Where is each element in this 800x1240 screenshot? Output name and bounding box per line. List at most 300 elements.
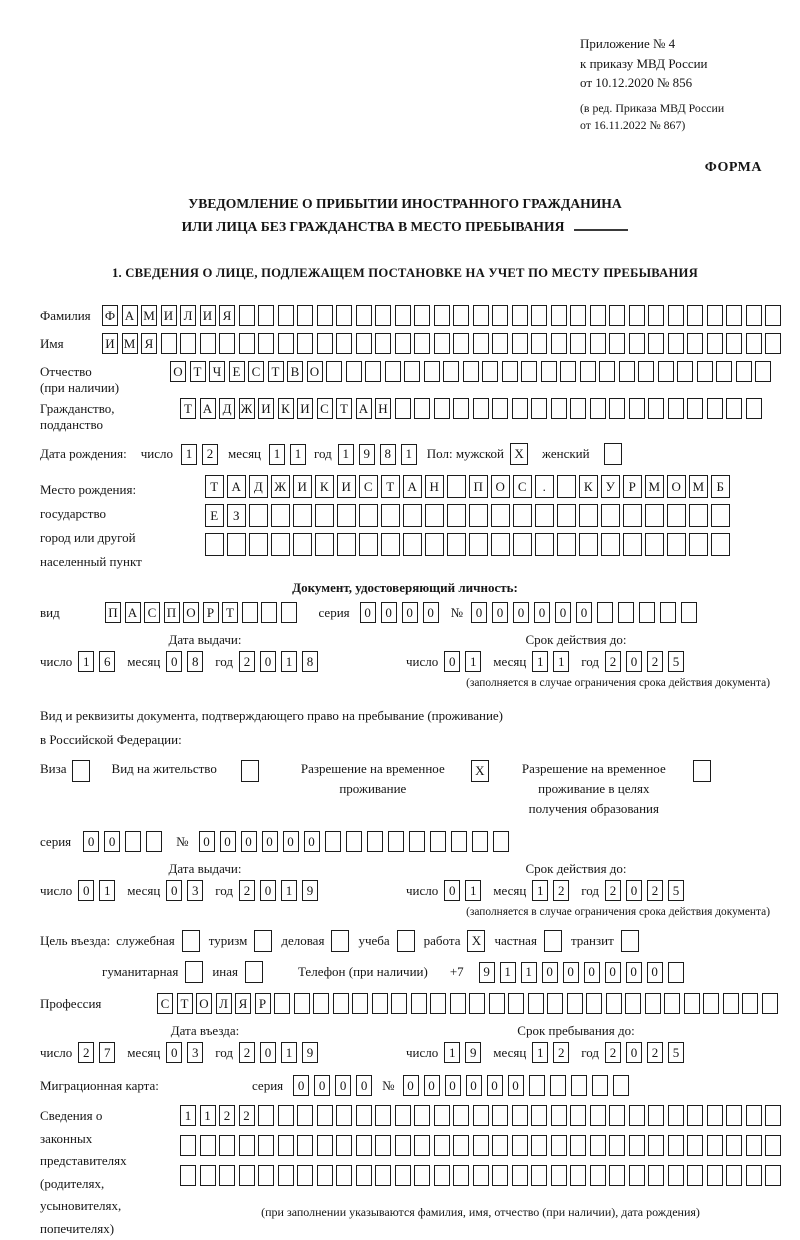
form-cell[interactable] [453, 333, 469, 354]
form-cell[interactable] [200, 1135, 216, 1156]
form-cell[interactable] [590, 305, 606, 326]
form-cell[interactable]: О [170, 361, 186, 382]
form-cell[interactable]: Л [180, 305, 196, 326]
form-cell[interactable]: 2 [647, 651, 663, 672]
form-cell[interactable] [579, 533, 598, 556]
form-cell[interactable]: С [157, 993, 173, 1014]
form-cell[interactable] [687, 398, 703, 419]
form-cell[interactable] [638, 361, 654, 382]
form-cell[interactable]: 2 [647, 880, 663, 901]
form-cell[interactable] [693, 760, 711, 782]
form-cell[interactable]: М [689, 475, 708, 498]
form-cell[interactable] [403, 533, 422, 556]
form-cell[interactable] [469, 993, 485, 1014]
form-cell[interactable]: 0 [262, 831, 278, 852]
form-cell[interactable] [531, 305, 547, 326]
form-cell[interactable]: С [248, 361, 264, 382]
form-cell[interactable]: А [227, 475, 246, 498]
form-cell[interactable]: 0 [626, 1042, 642, 1063]
form-cell[interactable] [597, 602, 613, 623]
form-cell[interactable] [551, 1105, 567, 1126]
form-cell[interactable] [765, 1135, 781, 1156]
form-cell[interactable] [645, 533, 664, 556]
form-cell[interactable] [590, 1105, 606, 1126]
form-cell[interactable]: Д [249, 475, 268, 498]
form-cell[interactable]: 0 [542, 962, 558, 983]
form-cell[interactable] [434, 1105, 450, 1126]
form-cell[interactable]: 2 [239, 1105, 255, 1126]
form-cell[interactable] [463, 361, 479, 382]
form-cell[interactable] [765, 1165, 781, 1186]
form-cell[interactable] [580, 361, 596, 382]
form-cell[interactable]: Р [623, 475, 642, 498]
form-cell[interactable]: М [645, 475, 664, 498]
form-cell[interactable]: А [356, 398, 372, 419]
form-cell[interactable] [315, 533, 334, 556]
form-cell[interactable]: 0 [260, 651, 276, 672]
form-cell[interactable] [453, 1105, 469, 1126]
form-cell[interactable] [356, 305, 372, 326]
form-cell[interactable] [668, 305, 684, 326]
form-cell[interactable] [726, 1105, 742, 1126]
form-cell[interactable]: . [535, 475, 554, 498]
form-cell[interactable] [469, 504, 488, 527]
form-cell[interactable] [508, 993, 524, 1014]
form-cell[interactable] [434, 1165, 450, 1186]
form-cell[interactable] [571, 1075, 587, 1096]
form-cell[interactable]: 9 [465, 1042, 481, 1063]
form-cell[interactable] [391, 993, 407, 1014]
form-cell[interactable] [180, 1165, 196, 1186]
form-cell[interactable]: И [258, 398, 274, 419]
form-cell[interactable] [469, 533, 488, 556]
form-cell[interactable] [687, 1165, 703, 1186]
form-cell[interactable]: 1 [532, 651, 548, 672]
form-cell[interactable] [492, 333, 508, 354]
form-cell[interactable] [681, 602, 697, 623]
form-cell[interactable] [375, 1135, 391, 1156]
form-cell[interactable]: Н [425, 475, 444, 498]
form-cell[interactable]: А [125, 602, 141, 623]
form-cell[interactable] [707, 1165, 723, 1186]
form-cell[interactable] [590, 398, 606, 419]
form-cell[interactable]: 0 [605, 962, 621, 983]
form-cell[interactable] [200, 333, 216, 354]
form-cell[interactable]: 3 [187, 1042, 203, 1063]
form-cell[interactable]: 0 [199, 831, 215, 852]
form-cell[interactable] [395, 398, 411, 419]
form-cell[interactable] [570, 1165, 586, 1186]
form-cell[interactable] [746, 1165, 762, 1186]
form-cell[interactable]: 1 [281, 651, 297, 672]
form-cell[interactable] [473, 305, 489, 326]
form-cell[interactable] [755, 361, 771, 382]
form-cell[interactable] [450, 993, 466, 1014]
form-cell[interactable]: 8 [187, 651, 203, 672]
form-cell[interactable]: 0 [314, 1075, 330, 1096]
form-cell[interactable]: Я [235, 993, 251, 1014]
form-cell[interactable]: 2 [553, 1042, 569, 1063]
form-cell[interactable]: 0 [445, 1075, 461, 1096]
form-cell[interactable] [356, 333, 372, 354]
form-cell[interactable] [684, 993, 700, 1014]
form-cell[interactable]: А [122, 305, 138, 326]
form-cell[interactable] [397, 930, 415, 952]
form-cell[interactable] [271, 533, 290, 556]
form-cell[interactable]: 1 [269, 444, 285, 465]
form-cell[interactable]: 0 [534, 602, 550, 623]
form-cell[interactable]: 2 [553, 880, 569, 901]
form-cell[interactable] [541, 361, 557, 382]
form-cell[interactable] [746, 305, 762, 326]
form-cell[interactable]: 0 [626, 880, 642, 901]
form-cell[interactable] [254, 930, 272, 952]
form-cell[interactable] [359, 533, 378, 556]
form-cell[interactable]: 0 [647, 962, 663, 983]
form-cell[interactable]: Я [141, 333, 157, 354]
form-cell[interactable] [336, 1165, 352, 1186]
form-cell[interactable]: 2 [219, 1105, 235, 1126]
form-cell[interactable] [381, 504, 400, 527]
form-cell[interactable] [404, 361, 420, 382]
form-cell[interactable] [185, 961, 203, 983]
form-cell[interactable] [609, 305, 625, 326]
form-cell[interactable] [453, 1165, 469, 1186]
form-cell[interactable] [482, 361, 498, 382]
form-cell[interactable] [451, 831, 467, 852]
form-cell[interactable] [161, 333, 177, 354]
form-cell[interactable]: 2 [239, 1042, 255, 1063]
form-cell[interactable]: 0 [555, 602, 571, 623]
form-cell[interactable] [492, 398, 508, 419]
form-cell[interactable] [297, 305, 313, 326]
form-cell[interactable]: Н [375, 398, 391, 419]
form-cell[interactable] [668, 962, 684, 983]
form-cell[interactable] [544, 930, 562, 952]
form-cell[interactable] [736, 361, 752, 382]
form-cell[interactable] [414, 305, 430, 326]
form-cell[interactable] [668, 1135, 684, 1156]
form-cell[interactable] [668, 333, 684, 354]
form-cell[interactable] [606, 993, 622, 1014]
form-cell[interactable] [512, 398, 528, 419]
form-cell[interactable] [239, 305, 255, 326]
form-cell[interactable] [336, 305, 352, 326]
form-cell[interactable] [359, 504, 378, 527]
form-cell[interactable] [297, 1135, 313, 1156]
form-cell[interactable] [528, 993, 544, 1014]
form-cell[interactable] [567, 993, 583, 1014]
form-cell[interactable]: 0 [304, 831, 320, 852]
form-cell[interactable] [297, 1165, 313, 1186]
form-cell[interactable] [531, 1135, 547, 1156]
form-cell[interactable]: К [579, 475, 598, 498]
form-cell[interactable] [395, 305, 411, 326]
form-cell[interactable]: И [200, 305, 216, 326]
form-cell[interactable] [447, 533, 466, 556]
form-cell[interactable]: Я [219, 305, 235, 326]
form-cell[interactable]: 9 [302, 1042, 318, 1063]
form-cell[interactable] [261, 602, 277, 623]
form-cell[interactable]: 0 [403, 1075, 419, 1096]
form-cell[interactable] [180, 1135, 196, 1156]
form-cell[interactable]: 8 [302, 651, 318, 672]
form-cell[interactable] [570, 1135, 586, 1156]
form-cell[interactable]: 0 [166, 880, 182, 901]
form-cell[interactable] [447, 504, 466, 527]
form-cell[interactable] [592, 1075, 608, 1096]
form-cell[interactable]: 0 [83, 831, 99, 852]
form-cell[interactable] [271, 504, 290, 527]
form-cell[interactable] [762, 993, 778, 1014]
form-cell[interactable] [667, 533, 686, 556]
form-cell[interactable] [414, 1105, 430, 1126]
form-cell[interactable] [531, 1105, 547, 1126]
form-cell[interactable] [473, 1105, 489, 1126]
form-cell[interactable] [723, 993, 739, 1014]
form-cell[interactable] [586, 993, 602, 1014]
form-cell[interactable] [293, 533, 312, 556]
form-cell[interactable]: 5 [668, 651, 684, 672]
form-cell[interactable]: З [227, 504, 246, 527]
form-cell[interactable] [609, 333, 625, 354]
form-cell[interactable]: 0 [260, 1042, 276, 1063]
form-cell[interactable] [414, 333, 430, 354]
form-cell[interactable]: Ж [239, 398, 255, 419]
form-cell[interactable] [668, 398, 684, 419]
form-cell[interactable]: Т [177, 993, 193, 1014]
form-cell[interactable] [336, 1105, 352, 1126]
form-cell[interactable]: Р [255, 993, 271, 1014]
form-cell[interactable] [337, 504, 356, 527]
form-cell[interactable] [491, 533, 510, 556]
form-cell[interactable]: 0 [513, 602, 529, 623]
form-cell[interactable] [278, 305, 294, 326]
form-cell[interactable]: 1 [180, 1105, 196, 1126]
form-cell[interactable] [492, 1135, 508, 1156]
form-cell[interactable] [294, 993, 310, 1014]
form-cell[interactable]: 2 [239, 651, 255, 672]
form-cell[interactable] [765, 333, 781, 354]
form-cell[interactable]: С [513, 475, 532, 498]
form-cell[interactable]: 8 [380, 444, 396, 465]
form-cell[interactable] [660, 602, 676, 623]
form-cell[interactable] [570, 398, 586, 419]
form-cell[interactable] [531, 398, 547, 419]
form-cell[interactable]: Т [180, 398, 196, 419]
form-cell[interactable] [512, 305, 528, 326]
form-cell[interactable]: И [297, 398, 313, 419]
form-cell[interactable]: 0 [166, 651, 182, 672]
form-cell[interactable] [473, 398, 489, 419]
form-cell[interactable] [687, 305, 703, 326]
form-cell[interactable] [281, 602, 297, 623]
form-cell[interactable] [687, 1135, 703, 1156]
form-cell[interactable] [447, 475, 466, 498]
form-cell[interactable] [317, 1105, 333, 1126]
form-cell[interactable] [521, 361, 537, 382]
form-cell[interactable]: 9 [302, 880, 318, 901]
form-cell[interactable] [648, 305, 664, 326]
form-cell[interactable]: 0 [626, 651, 642, 672]
form-cell[interactable]: 6 [99, 651, 115, 672]
form-cell[interactable]: И [337, 475, 356, 498]
form-cell[interactable]: Е [229, 361, 245, 382]
form-cell[interactable]: У [601, 475, 620, 498]
form-cell[interactable]: Ф [102, 305, 118, 326]
form-cell[interactable]: 0 [78, 880, 94, 901]
form-cell[interactable]: 0 [335, 1075, 351, 1096]
form-cell[interactable] [645, 993, 661, 1014]
form-cell[interactable] [317, 305, 333, 326]
form-cell[interactable]: Т [336, 398, 352, 419]
form-cell[interactable] [492, 305, 508, 326]
form-cell[interactable] [375, 1105, 391, 1126]
form-cell[interactable]: 9 [479, 962, 495, 983]
form-cell[interactable] [425, 504, 444, 527]
form-cell[interactable] [205, 533, 224, 556]
form-cell[interactable] [337, 533, 356, 556]
form-cell[interactable] [629, 333, 645, 354]
form-cell[interactable] [317, 1135, 333, 1156]
form-cell[interactable] [425, 533, 444, 556]
form-cell[interactable] [367, 831, 383, 852]
form-cell[interactable] [551, 1135, 567, 1156]
form-cell[interactable]: 1 [181, 444, 197, 465]
form-cell[interactable]: 5 [668, 1042, 684, 1063]
form-cell[interactable]: 9 [359, 444, 375, 465]
form-cell[interactable] [648, 1135, 664, 1156]
form-cell[interactable]: 1 [500, 962, 516, 983]
form-cell[interactable] [746, 1135, 762, 1156]
form-cell[interactable] [249, 533, 268, 556]
form-cell[interactable] [278, 1105, 294, 1126]
form-cell[interactable]: Т [268, 361, 284, 382]
form-cell[interactable] [381, 533, 400, 556]
form-cell[interactable] [258, 305, 274, 326]
form-cell[interactable] [258, 1165, 274, 1186]
form-cell[interactable] [258, 1135, 274, 1156]
form-cell[interactable] [512, 1135, 528, 1156]
form-cell[interactable] [492, 1165, 508, 1186]
form-cell[interactable]: М [122, 333, 138, 354]
form-cell[interactable] [346, 361, 362, 382]
form-cell[interactable]: О [307, 361, 323, 382]
form-cell[interactable] [513, 504, 532, 527]
form-cell[interactable]: 2 [78, 1042, 94, 1063]
form-cell[interactable] [707, 1105, 723, 1126]
form-cell[interactable]: 0 [584, 962, 600, 983]
form-cell[interactable] [689, 533, 708, 556]
form-cell[interactable] [395, 333, 411, 354]
form-cell[interactable]: 0 [424, 1075, 440, 1096]
form-cell[interactable] [293, 504, 312, 527]
form-cell[interactable] [560, 361, 576, 382]
form-cell[interactable] [618, 602, 634, 623]
form-cell[interactable] [434, 333, 450, 354]
form-cell[interactable]: И [161, 305, 177, 326]
form-cell[interactable]: 2 [605, 880, 621, 901]
form-cell[interactable]: 0 [444, 651, 460, 672]
form-cell[interactable] [629, 398, 645, 419]
form-cell[interactable] [395, 1135, 411, 1156]
form-cell[interactable] [742, 993, 758, 1014]
form-cell[interactable] [707, 333, 723, 354]
form-cell[interactable] [297, 333, 313, 354]
form-cell[interactable]: X [471, 760, 489, 782]
form-cell[interactable] [336, 1135, 352, 1156]
form-cell[interactable] [629, 305, 645, 326]
form-cell[interactable] [443, 361, 459, 382]
form-cell[interactable] [579, 504, 598, 527]
form-cell[interactable] [219, 1165, 235, 1186]
form-cell[interactable]: 1 [281, 880, 297, 901]
form-cell[interactable]: 1 [553, 651, 569, 672]
form-cell[interactable] [547, 993, 563, 1014]
form-cell[interactable]: О [196, 993, 212, 1014]
form-cell[interactable] [278, 1135, 294, 1156]
form-cell[interactable] [414, 1135, 430, 1156]
form-cell[interactable] [609, 1165, 625, 1186]
form-cell[interactable]: 0 [381, 602, 397, 623]
form-cell[interactable] [726, 305, 742, 326]
form-cell[interactable] [492, 1105, 508, 1126]
form-cell[interactable] [648, 333, 664, 354]
form-cell[interactable] [395, 1105, 411, 1126]
form-cell[interactable] [667, 504, 686, 527]
form-cell[interactable] [245, 961, 263, 983]
form-cell[interactable]: 0 [492, 602, 508, 623]
form-cell[interactable] [590, 1135, 606, 1156]
form-cell[interactable]: 0 [626, 962, 642, 983]
form-cell[interactable]: 0 [356, 1075, 372, 1096]
form-cell[interactable]: С [317, 398, 333, 419]
form-cell[interactable]: 1 [401, 444, 417, 465]
form-cell[interactable] [512, 1105, 528, 1126]
form-cell[interactable]: 0 [283, 831, 299, 852]
form-cell[interactable] [535, 504, 554, 527]
form-cell[interactable] [200, 1165, 216, 1186]
form-cell[interactable] [629, 1105, 645, 1126]
form-cell[interactable] [512, 1165, 528, 1186]
form-cell[interactable] [601, 533, 620, 556]
form-cell[interactable]: 2 [239, 880, 255, 901]
form-cell[interactable] [72, 760, 90, 782]
form-cell[interactable] [716, 361, 732, 382]
form-cell[interactable] [258, 1105, 274, 1126]
form-cell[interactable]: 1 [78, 651, 94, 672]
form-cell[interactable] [385, 361, 401, 382]
form-cell[interactable] [726, 333, 742, 354]
form-cell[interactable] [609, 398, 625, 419]
form-cell[interactable] [356, 1165, 372, 1186]
form-cell[interactable] [414, 1165, 430, 1186]
form-cell[interactable] [180, 333, 196, 354]
form-cell[interactable] [473, 1135, 489, 1156]
form-cell[interactable]: Т [222, 602, 238, 623]
form-cell[interactable]: Е [205, 504, 224, 527]
form-cell[interactable]: 2 [605, 1042, 621, 1063]
form-cell[interactable]: 0 [563, 962, 579, 983]
form-cell[interactable]: П [105, 602, 121, 623]
form-cell[interactable] [551, 333, 567, 354]
form-cell[interactable]: 1 [200, 1105, 216, 1126]
form-cell[interactable] [453, 305, 469, 326]
form-cell[interactable] [336, 333, 352, 354]
form-cell[interactable] [551, 398, 567, 419]
form-cell[interactable] [609, 1135, 625, 1156]
form-cell[interactable]: Т [190, 361, 206, 382]
